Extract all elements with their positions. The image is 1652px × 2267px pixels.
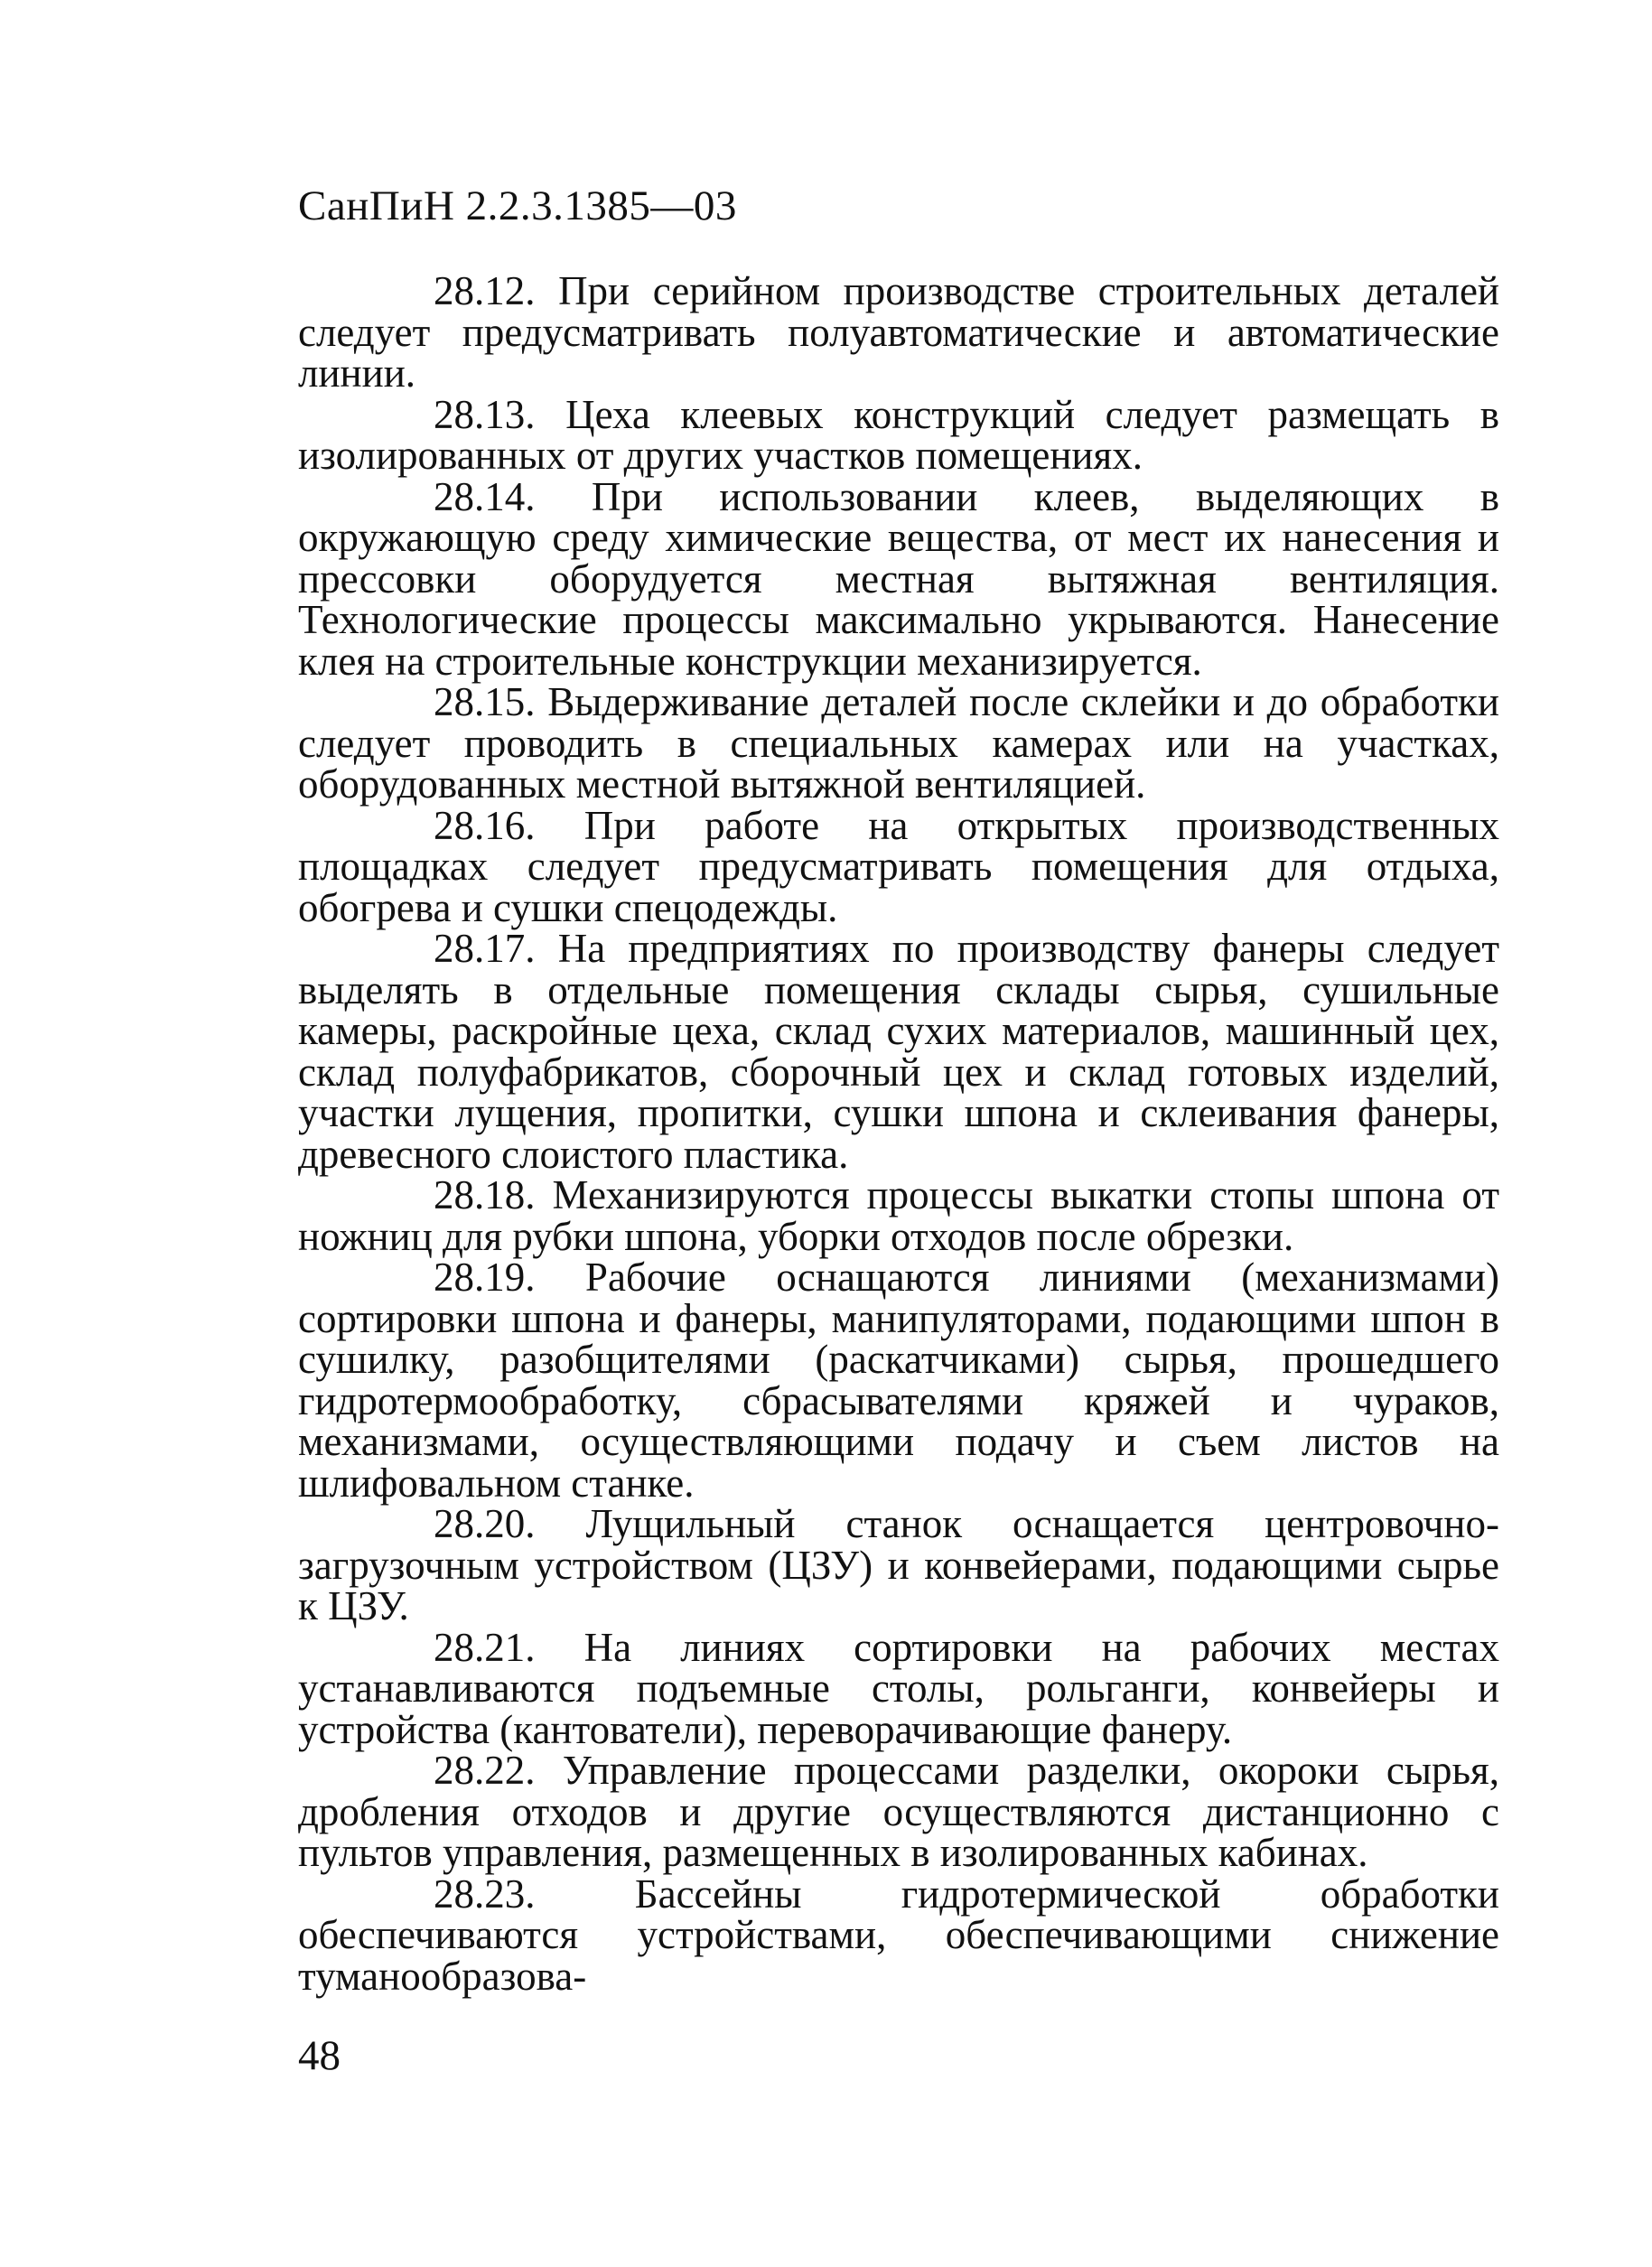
paragraph-28-23: 28.23. Бассейны гидротермической обработки обеспечиваются устройствами, обеспечивающими снижение туманообразова- (298, 1871, 1499, 1999)
paragraph-28-13: 28.13. Цеха клеевых конструкций следует размещать в изолированных от других участков помещениях. (298, 391, 1499, 478)
running-header: СанПиН 2.2.3.1385—03 (298, 182, 737, 229)
paragraph-28-12: 28.12. При серийном производстве строительных деталей следует предусматривать полуавтоматические и автоматические линии. (298, 268, 1499, 396)
paragraph-28-14: 28.14. При использовании клеев, выделяющих в окружающую среду химические вещества, от мест их нанесения и прессовки оборудуется местная вытяжная вентиляция. Технологические процессы максимально укрываются. Нанесение клея на строительные конструкции механизируется. (298, 473, 1499, 684)
paragraph-28-22: 28.22. Управление процессами разделки, окороки сырья, дробления отходов и другие осуществляются дистанционно с пультов управления, размещенных в изолированных кабинах. (298, 1748, 1499, 1875)
paragraph-28-15: 28.15. Выдерживание деталей после склейки и до обработки следует проводить в специальных камерах или на участках, оборудованных местной вытяжной вентиляцией. (298, 679, 1499, 807)
paragraph-28-17: 28.17. На предприятиях по производству фанеры следует выделять в отдельные помещения склады сырья, сушильные камеры, раскройные цеха, склад сухих материалов, машинный цех, склад полуфабрикатов, сборочный цех и склад готовых изделий, участки лущения, пропитки, сушки шпона и склеивания фанеры, древесного слоистого пластика. (298, 926, 1499, 1177)
paragraph-28-20: 28.20. Лущильный станок оснащается центровочно-загрузочным устройством (ЦЗУ) и конвейерами, подающими сырье к ЦЗУ. (298, 1501, 1499, 1628)
paragraph-28-19: 28.19. Рабочие оснащаются линиями (механизмами) сортировки шпона и фанеры, манипуляторами, подающими шпон в сушилку, разобщителями (раскатчиками) сырья, прошедшего гидротермообработку, сбрасывателями кряжей и чураков, механизмами, осуществляющими подачу и съем листов на шлифовальном станке. (298, 1255, 1499, 1506)
paragraph-28-18: 28.18. Механизируются процессы выкатки стопы шпона от ножниц для рубки шпона, уборки отходов после обрезки. (298, 1172, 1499, 1259)
paragraph-28-21: 28.21. На линиях сортировки на рабочих местах устанавливаются подъемные столы, рольганги, конвейеры и устройства (кантователи), переворачивающие фанеру. (298, 1624, 1499, 1752)
paragraph-28-16: 28.16. При работе на открытых производственных площадках следует предусматривать помещения для отдыха, обогрева и сушки спецодежды. (298, 802, 1499, 930)
page-number: 48 (298, 2032, 341, 2079)
body-text (298, 268, 1499, 1999)
